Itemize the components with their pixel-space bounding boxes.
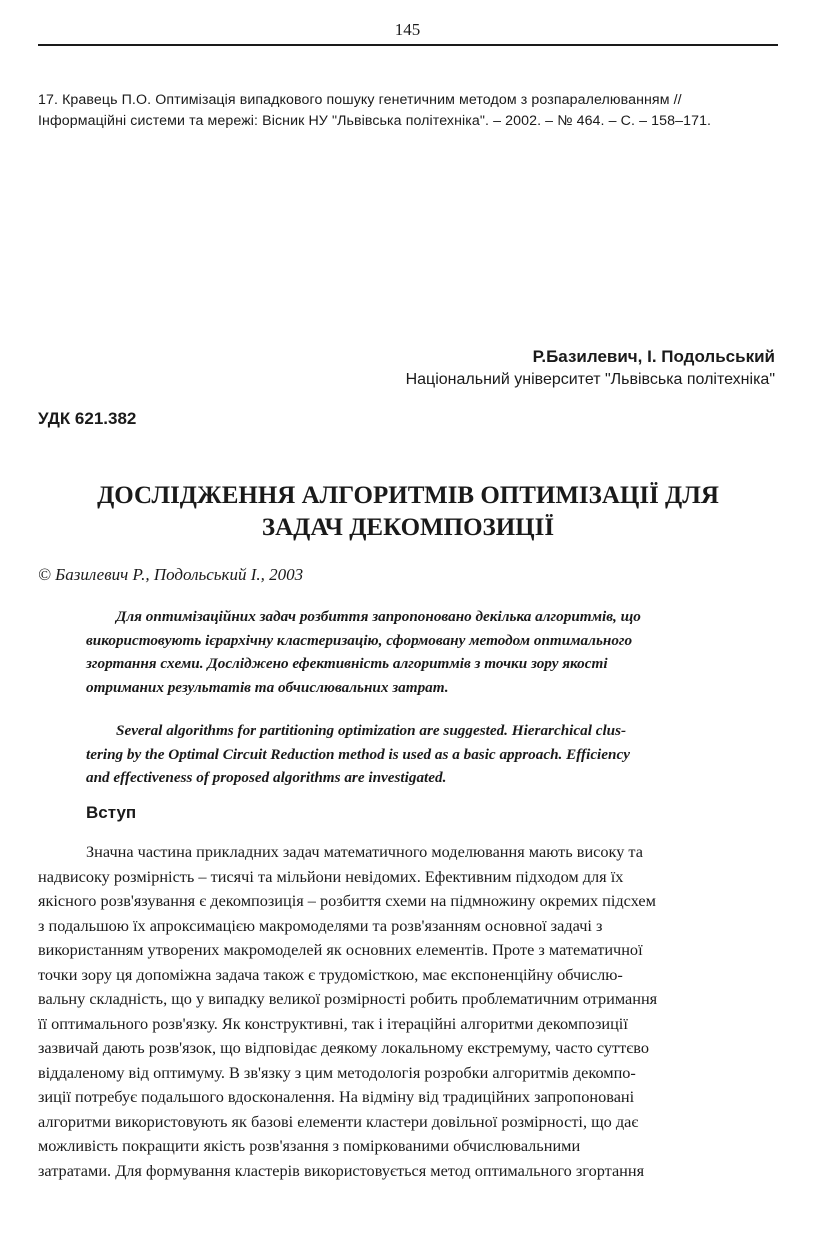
body-line: можливість покращити якість розв'язання з поміркованими обчислювальними	[38, 1136, 581, 1155]
reference-line: 17. Кравець П.О. Оптимізація випадкового пошуку генетичним методом з розпаралелюванням //	[38, 92, 682, 108]
body-line: віддаленому від оптимуму. В зв'язку з цим методологія розробки алгоритмів декомпо-	[38, 1062, 636, 1082]
title-line: ЗАДАЧ ДЕКОМПОЗИЦІЇ	[261, 514, 555, 541]
body-line: алгоритми використовують як базові елементи кластери довільної розмірності, що дає	[38, 1111, 639, 1131]
abstract-line: Several algorithms for partitioning optimization are suggested. Hierarchical clus-	[116, 722, 627, 739]
abstract-line: Для оптимізаційних задач розбиття запропоновано декілька алгоритмів, що	[116, 608, 641, 625]
page-number: 145	[394, 20, 421, 39]
copyright-line: © Базилевич Р., Подольський І., 2003	[38, 565, 304, 584]
abstract-line: tering by the Optimal Circuit Reduction method is used as a basic approach. Efficiency	[86, 745, 630, 763]
body-line: зиції потребує подальшого вдосконалення. На відміну від традиційних запропоновані	[38, 1087, 635, 1106]
title-line: ДОСЛІДЖЕННЯ АЛГОРИТМІВ ОПТИМІЗАЦІЇ ДЛЯ	[97, 482, 719, 509]
abstract-line: згортання схеми. Досліджено ефективність алгоритмів з точки зору якості	[86, 655, 608, 672]
author-block	[406, 346, 775, 392]
abstract-english	[86, 719, 778, 790]
body-line: затратами. Для формування кластерів використовується метод оптимального згортання	[38, 1160, 645, 1180]
body-line: її оптимального розв'язку. Як конструктивні, так і ітераційні алгоритми декомпозиції	[38, 1013, 628, 1033]
header-rule	[38, 44, 778, 46]
body-line: точки зору ця допоміжна задача також є трудомісткою, має експоненційну обчислю-	[38, 964, 623, 984]
author-names: Р.Базилевич, І. Подольський	[532, 347, 775, 366]
body-line: якісного розв'язування є декомпозиція – розбиття схеми на підмножину окремих підсхем	[38, 891, 656, 910]
body-paragraph	[38, 840, 778, 1183]
udc-code: УДК 621.382	[38, 409, 137, 428]
section-heading: Вступ	[86, 803, 137, 822]
author-affiliation: Національний університет "Львівська політехніка"	[405, 371, 775, 388]
body-line: з подальшою їх апроксимацією макромоделями та розв'язанням основної задачі з	[38, 915, 603, 935]
paper-title	[38, 480, 778, 544]
body-line: зазвичай дають розв'язок, що відповідає деякому локальному екстремуму, часто суттєво	[38, 1038, 649, 1057]
abstract-ukrainian	[86, 605, 778, 699]
abstract-line: and effectiveness of proposed algorithms are investigated.	[86, 769, 447, 786]
abstract-line: використовують ієрархічну кластеризацію, сформовану методом оптимального	[86, 631, 633, 649]
reference-entry	[38, 90, 788, 132]
abstract-line: отриманих результатів та обчислювальних затрат.	[86, 678, 449, 696]
reference-line: Інформаційні системи та мережі: Вісник НУ "Львівська політехніка". – 2002. – № 464. – С. – 158–171.	[38, 113, 712, 129]
body-line: Значна частина прикладних задач математичного моделювання мають високу та	[86, 842, 643, 861]
body-line: вальну складність, що у випадку великої розмірності робить проблематичним отримання	[38, 989, 658, 1008]
body-line: використанням утворених макромоделей як основних елементів. Проте з математичної	[38, 940, 643, 959]
body-line: надвисоку розмірність – тисячі та мільйони невідомих. Ефективним підходом для їх	[38, 866, 624, 886]
